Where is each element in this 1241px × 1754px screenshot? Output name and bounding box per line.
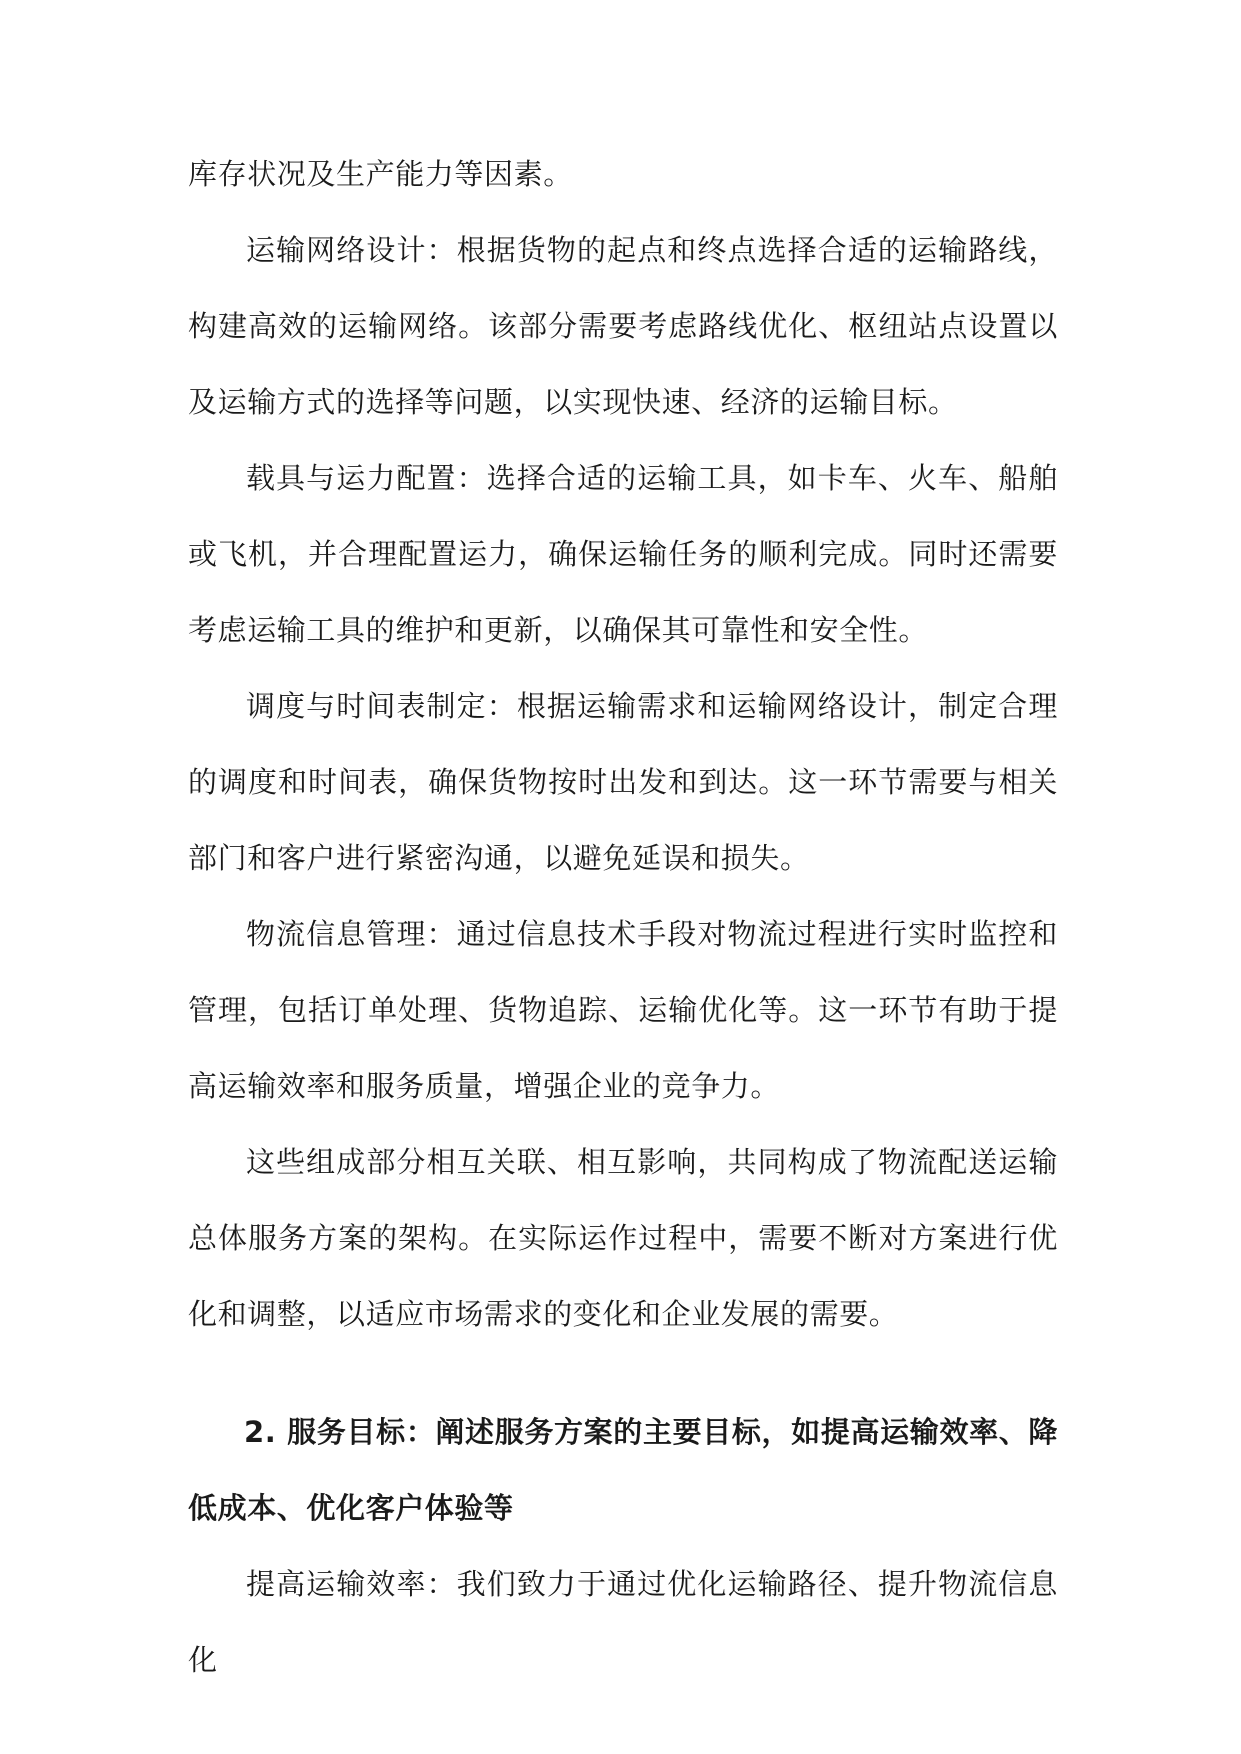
section-heading-service-goals: 2. 服务目标：阐述服务方案的主要目标，如提高运输效率、降低成本、优化客户体验等 [188,1415,1058,1525]
paragraph-scheduling: 调度与时间表制定：根据运输需求和运输网络设计，制定合理的调度和时间表，确保货物按时出发和到达。这一环节需要与相关部门和客户进行紧密沟通，以避免延误和损失。 [188,689,1058,875]
paragraph-continuation: 库存状况及生产能力等因素。 [188,157,573,191]
paragraph-vehicle-capacity: 载具与运力配置：选择合适的运输工具，如卡车、火车、船舶或飞机，并合理配置运力，确保运输任务的顺利完成。同时还需要考虑运输工具的维护和更新，以确保其可靠性和安全性。 [188,461,1058,647]
document-body [188,136,1058,1698]
paragraph-summary: 这些组成部分相互关联、相互影响，共同构成了物流配送运输总体服务方案的架构。在实际运作过程中，需要不断对方案进行优化和调整，以适应市场需求的变化和企业发展的需要。 [188,1145,1058,1331]
paragraph-transport-network: 运输网络设计：根据货物的起点和终点选择合适的运输路线，构建高效的运输网络。该部分需要考虑路线优化、枢纽站点设置以及运输方式的选择等问题，以实现快速、经济的运输目标。 [188,233,1058,419]
paragraph-efficiency: 提高运输效率：我们致力于通过优化运输路径、提升物流信息化 [188,1567,1058,1677]
paragraph-logistics-info: 物流信息管理：通过信息技术手段对物流过程进行实时监控和管理，包括订单处理、货物追踪、运输优化等。这一环节有助于提高运输效率和服务质量，增强企业的竞争力。 [188,917,1058,1103]
